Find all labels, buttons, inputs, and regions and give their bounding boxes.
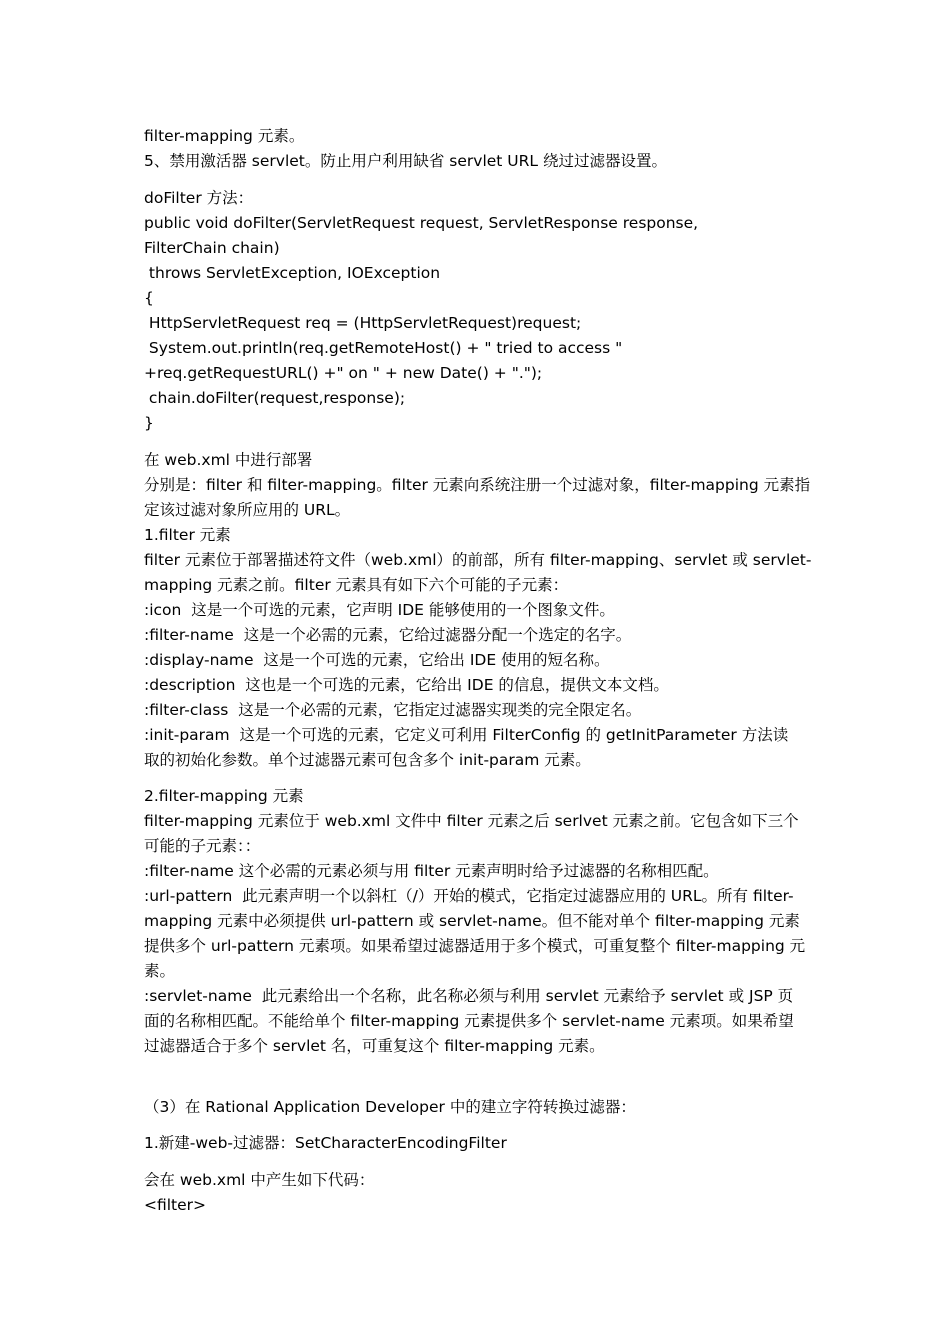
code-line: <filter> [144, 1196, 207, 1214]
code-line: System.out.println(req.getRemoteHost() + " tried to access " [144, 339, 623, 357]
text-line: 定该过滤对象所应用的 URL。 [144, 501, 351, 519]
section-heading: 在 web.xml 中进行部署 [144, 451, 313, 469]
text-line: 取的初始化参数。单个过滤器元素可包含多个 init-param 元素。 [144, 751, 591, 769]
text-line: :filter-name 这个必需的元素必须与用 filter 元素声明时给予过滤器的名称相匹配。 [144, 862, 719, 880]
text-line: :description 这也是一个可选的元素，它给出 IDE 的信息，提供文本文档。 [144, 676, 669, 694]
text-line: filter-mapping 元素。 [144, 127, 305, 145]
section-heading: （3）在 Rational Application Developer 中的建立字符转换过滤器： [144, 1098, 636, 1116]
code-line: chain.doFilter(request,response); [144, 389, 406, 407]
text-line: :init-param 这是一个可选的元素，它定义可利用 FilterConfig 的 getInitParameter 方法读 [144, 726, 789, 744]
text-line: :url-pattern 此元素声明一个以斜杠（/）开始的模式，它指定过滤器应用的 URL。所有 filter- [144, 887, 794, 905]
code-line: { [144, 289, 154, 307]
section-heading: doFilter 方法： [144, 189, 254, 207]
text-line: :icon 这是一个可选的元素，它声明 IDE 能够使用的一个图象文件。 [144, 601, 615, 619]
text-line: filter 元素位于部署描述符文件（web.xml）的前部，所有 filter-mapping、servlet 或 servlet- [144, 551, 812, 569]
text-line: filter-mapping 元素位于 web.xml 文件中 filter 元素之后 serlvet 元素之前。它包含如下三个 [144, 812, 799, 830]
code-line: HttpServletRequest req = (HttpServletRequest)request; [144, 314, 582, 332]
code-line: public void doFilter(ServletRequest request, ServletResponse response, [144, 214, 699, 232]
text-line: 提供多个 url-pattern 元素项。如果希望过滤器适用于多个模式，可重复整个 filter-mapping 元 [144, 937, 806, 955]
text-line: 素。 [144, 962, 176, 980]
text-line: 面的名称相匹配。不能给单个 filter-mapping 元素提供多个 servlet-name 元素项。如果希望 [144, 1012, 794, 1030]
code-line: } [144, 414, 154, 432]
text-line: :servlet-name 此元素给出一个名称，此名称必须与利用 servlet 元素给予 servlet 或 JSP 页 [144, 987, 794, 1005]
text-line: 分别是：filter 和 filter-mapping。filter 元素向系统注册一个过滤对象，filter-mapping 元素指 [144, 476, 811, 494]
text-line: :display-name 这是一个可选的元素，它给出 IDE 使用的短名称。 [144, 651, 610, 669]
text-line: 可能的子元素：： [144, 837, 261, 855]
text-line: 5、禁用激活器 servlet。防止用户利用缺省 servlet URL 绕过过滤器设置。 [144, 152, 667, 170]
text-line: mapping 元素中必须提供 url-pattern 或 servlet-name。但不能对单个 filter-mapping 元素 [144, 912, 800, 930]
text-line: 会在 web.xml 中产生如下代码： [144, 1171, 375, 1189]
text-line: 1.新建-web-过滤器：SetCharacterEncodingFilter [144, 1134, 507, 1152]
text-line: mapping 元素之前。filter 元素具有如下六个可能的子元素： [144, 576, 569, 594]
subsection-heading: 2.filter-mapping 元素 [144, 787, 304, 805]
text-line: 过滤器适合于多个 servlet 名，可重复这个 filter-mapping 元素。 [144, 1037, 605, 1055]
text-line: :filter-class 这是一个必需的元素，它指定过滤器实现类的完全限定名。 [144, 701, 642, 719]
code-line: +req.getRequestURL() +" on " + new Date() + "."); [144, 364, 543, 382]
subsection-heading: 1.filter 元素 [144, 526, 231, 544]
code-line: FilterChain chain) [144, 239, 280, 257]
code-line: throws ServletException, IOException [144, 264, 441, 282]
text-line: :filter-name 这是一个必需的元素，它给过滤器分配一个选定的名字。 [144, 626, 632, 644]
